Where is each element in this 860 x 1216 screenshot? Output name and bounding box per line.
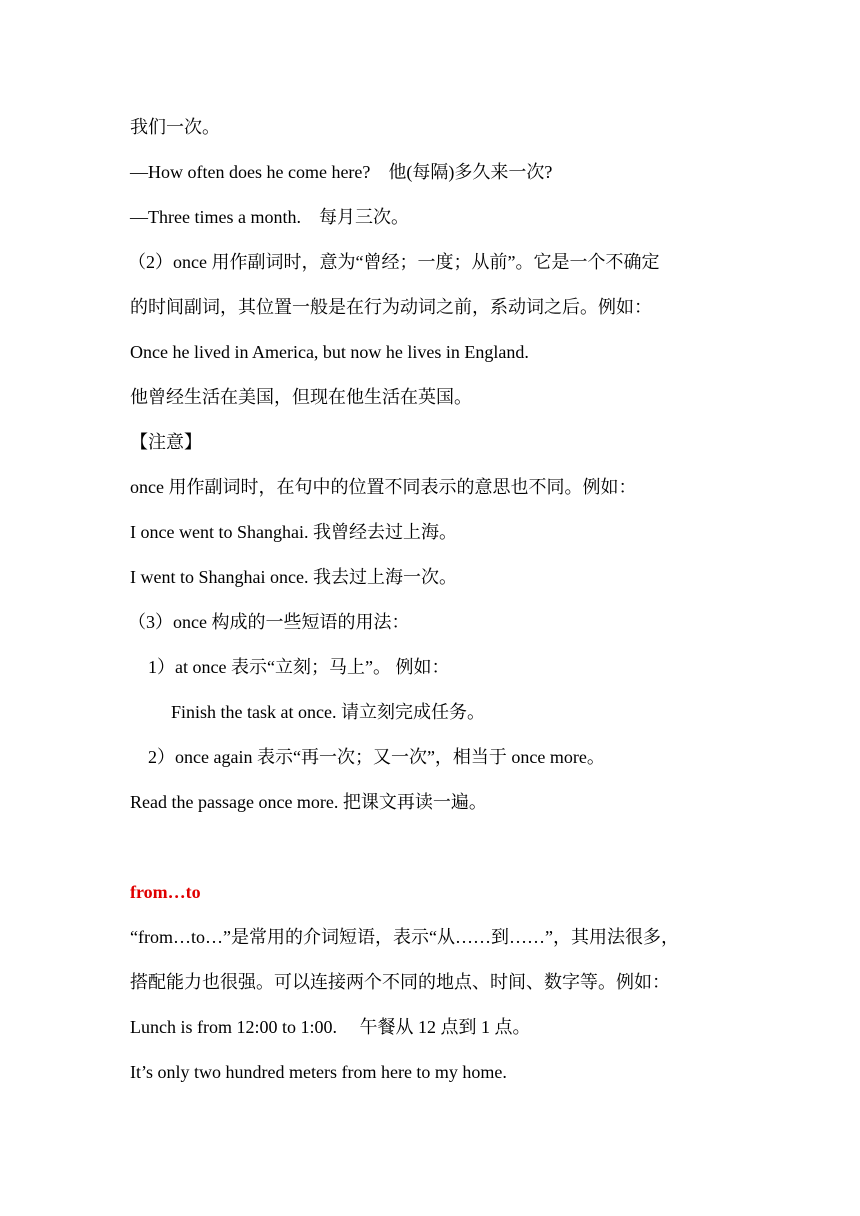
- example-line: I went to Shanghai once. 我去过上海一次。: [130, 567, 457, 587]
- text-line: once 用作副词时，在句中的位置不同表示的意思也不同。例如：: [130, 477, 637, 497]
- list-item: 1）at once 表示“立刻；马上”。 例如：: [148, 657, 450, 677]
- text-line: （2）once 用作副词时，意为“曾经；一度；从前”。它是一个不确定: [128, 252, 660, 272]
- list-item: 2）once again 表示“再一次；又一次”，相当于 once more。: [148, 747, 605, 767]
- text-line: Once he lived in America, but now he lives in England.: [130, 342, 529, 362]
- text-line: —Three times a month. 每月三次。: [130, 207, 409, 227]
- example-line: Read the passage once more. 把课文再读一遍。: [130, 792, 487, 812]
- text-line: “from…to…”是常用的介词短语，表示“从……到……”，其用法很多，: [130, 927, 679, 947]
- section-heading: from…to: [130, 882, 201, 902]
- text-line: 搭配能力也很强。可以连接两个不同的地点、时间、数字等。例如：: [130, 972, 670, 992]
- text-line: —How often does he come here? 他(每隔)多久来一次?: [130, 162, 553, 182]
- example-line: Lunch is from 12:00 to 1:00. 午餐从 12 点到 1 点。: [130, 1017, 531, 1037]
- example-line: Finish the task at once. 请立刻完成任务。: [171, 702, 485, 722]
- note-heading: 【注意】: [130, 432, 202, 452]
- text-line: 的时间副词，其位置一般是在行为动词之前，系动词之后。例如：: [130, 297, 652, 317]
- example-line: It’s only two hundred meters from here to my home.: [130, 1062, 507, 1082]
- text-line: （3）once 构成的一些短语的用法：: [128, 612, 410, 632]
- example-line: I once went to Shanghai. 我曾经去过上海。: [130, 522, 457, 542]
- text-line: 他曾经生活在美国，但现在他生活在英国。: [130, 387, 472, 407]
- text-line: 我们一次。: [130, 117, 220, 137]
